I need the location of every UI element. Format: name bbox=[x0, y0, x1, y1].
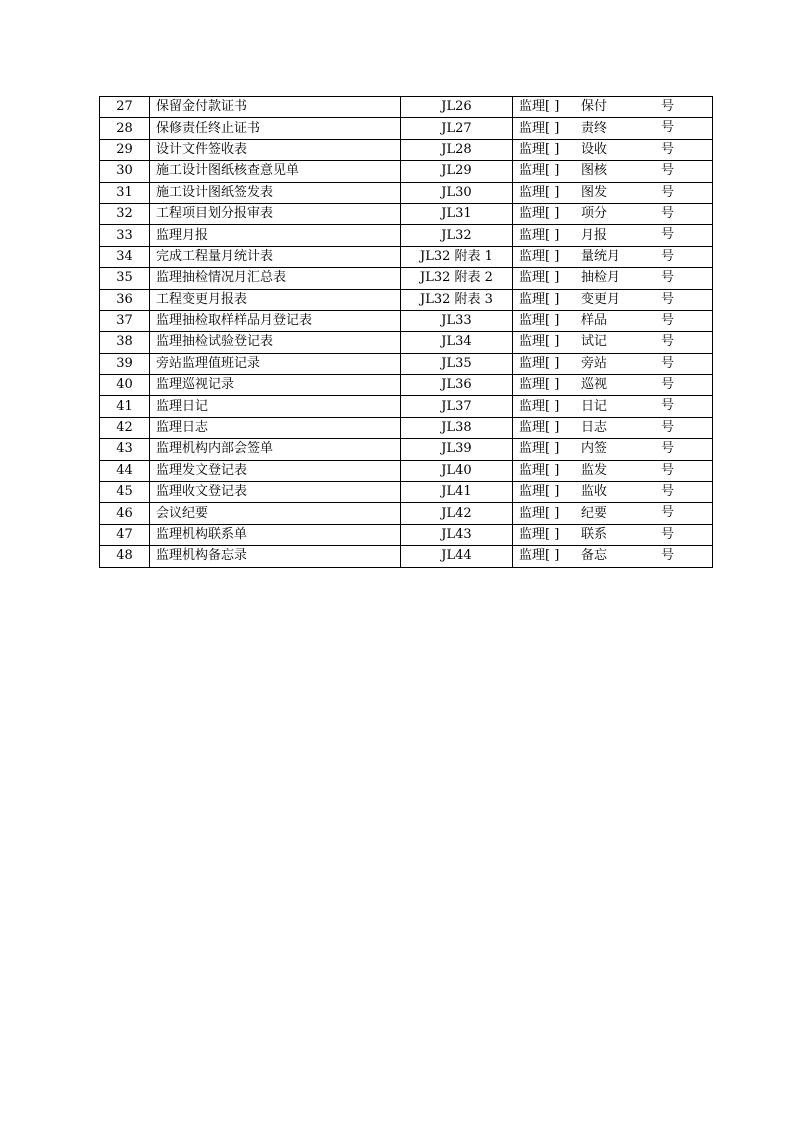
document-number-format bbox=[513, 225, 713, 246]
number-abbreviation: 变更月 bbox=[581, 291, 621, 307]
number-suffix: 号 bbox=[660, 355, 674, 371]
number-prefix: 监理[ ] bbox=[519, 270, 560, 286]
number-abbreviation: 日记 bbox=[581, 398, 608, 414]
row-number: 44 bbox=[100, 460, 150, 481]
row-number: 37 bbox=[100, 310, 150, 331]
form-name: 工程项目划分报审表 bbox=[150, 203, 401, 224]
number-abbreviation: 项分 bbox=[581, 206, 608, 222]
row-number: 35 bbox=[100, 268, 150, 289]
table-row bbox=[100, 524, 713, 545]
number-suffix: 号 bbox=[660, 548, 674, 564]
form-code: JL43 bbox=[401, 524, 513, 545]
row-number: 48 bbox=[100, 546, 150, 567]
form-code: JL30 bbox=[401, 182, 513, 203]
form-name: 监理机构备忘录 bbox=[150, 546, 401, 567]
number-abbreviation: 纪要 bbox=[581, 505, 608, 521]
number-suffix: 号 bbox=[660, 441, 674, 457]
number-prefix: 监理[ ] bbox=[519, 462, 560, 478]
form-code: JL27 bbox=[401, 118, 513, 139]
form-name: 设计文件签收表 bbox=[150, 139, 401, 160]
form-name: 监理日志 bbox=[150, 417, 401, 438]
number-suffix: 号 bbox=[660, 227, 674, 243]
number-prefix: 监理[ ] bbox=[519, 334, 560, 350]
number-suffix: 号 bbox=[660, 484, 674, 500]
table-row bbox=[100, 546, 713, 567]
number-suffix: 号 bbox=[660, 184, 674, 200]
number-suffix: 号 bbox=[660, 505, 674, 521]
table-row bbox=[100, 375, 713, 396]
number-suffix: 号 bbox=[660, 291, 674, 307]
row-number: 32 bbox=[100, 203, 150, 224]
form-name: 保修责任终止证书 bbox=[150, 118, 401, 139]
form-name: 监理巡视记录 bbox=[150, 375, 401, 396]
form-code: JL33 bbox=[401, 310, 513, 331]
form-name: 旁站监理值班记录 bbox=[150, 353, 401, 374]
row-number: 47 bbox=[100, 524, 150, 545]
document-number-format bbox=[513, 289, 713, 310]
row-number: 45 bbox=[100, 482, 150, 503]
row-number: 30 bbox=[100, 161, 150, 182]
number-abbreviation: 保付 bbox=[581, 99, 608, 115]
number-suffix: 号 bbox=[660, 248, 674, 264]
number-abbreviation: 内签 bbox=[581, 441, 608, 457]
table-body bbox=[100, 97, 713, 568]
number-abbreviation: 月报 bbox=[581, 227, 608, 243]
form-code: JL28 bbox=[401, 139, 513, 160]
number-prefix: 监理[ ] bbox=[519, 420, 560, 436]
table-row bbox=[100, 310, 713, 331]
table-row bbox=[100, 225, 713, 246]
number-suffix: 号 bbox=[660, 462, 674, 478]
number-prefix: 监理[ ] bbox=[519, 441, 560, 457]
number-abbreviation: 样品 bbox=[581, 313, 608, 329]
form-list-table bbox=[99, 96, 713, 568]
number-suffix: 号 bbox=[660, 270, 674, 286]
table-row bbox=[100, 97, 713, 118]
number-suffix: 号 bbox=[660, 141, 674, 157]
form-code: JL32 bbox=[401, 225, 513, 246]
form-code: JL34 bbox=[401, 332, 513, 353]
row-number: 40 bbox=[100, 375, 150, 396]
form-name: 施工设计图纸签发表 bbox=[150, 182, 401, 203]
number-prefix: 监理[ ] bbox=[519, 120, 560, 136]
number-prefix: 监理[ ] bbox=[519, 163, 560, 179]
table-row bbox=[100, 161, 713, 182]
number-prefix: 监理[ ] bbox=[519, 313, 560, 329]
table-row bbox=[100, 503, 713, 524]
number-abbreviation: 抽检月 bbox=[581, 270, 621, 286]
form-code: JL32 附表 2 bbox=[401, 268, 513, 289]
row-number: 34 bbox=[100, 246, 150, 267]
form-name: 保留金付款证书 bbox=[150, 97, 401, 118]
row-number: 39 bbox=[100, 353, 150, 374]
form-code: JL32 附表 1 bbox=[401, 246, 513, 267]
document-number-format bbox=[513, 396, 713, 417]
number-prefix: 监理[ ] bbox=[519, 377, 560, 393]
table-row bbox=[100, 268, 713, 289]
form-name: 工程变更月报表 bbox=[150, 289, 401, 310]
form-code: JL39 bbox=[401, 439, 513, 460]
form-name: 监理发文登记表 bbox=[150, 460, 401, 481]
document-number-format bbox=[513, 439, 713, 460]
number-suffix: 号 bbox=[660, 398, 674, 414]
number-prefix: 监理[ ] bbox=[519, 291, 560, 307]
table-row bbox=[100, 353, 713, 374]
number-abbreviation: 监发 bbox=[581, 462, 608, 478]
table-row bbox=[100, 332, 713, 353]
number-suffix: 号 bbox=[660, 334, 674, 350]
number-suffix: 号 bbox=[660, 120, 674, 136]
row-number: 36 bbox=[100, 289, 150, 310]
number-abbreviation: 量统月 bbox=[581, 248, 621, 264]
document-number-format bbox=[513, 375, 713, 396]
form-code: JL32 附表 3 bbox=[401, 289, 513, 310]
form-code: JL37 bbox=[401, 396, 513, 417]
form-code: JL38 bbox=[401, 417, 513, 438]
document-number-format bbox=[513, 268, 713, 289]
form-code: JL29 bbox=[401, 161, 513, 182]
number-suffix: 号 bbox=[660, 377, 674, 393]
row-number: 28 bbox=[100, 118, 150, 139]
form-name: 监理抽检取样样品月登记表 bbox=[150, 310, 401, 331]
number-abbreviation: 试记 bbox=[581, 334, 608, 350]
number-prefix: 监理[ ] bbox=[519, 227, 560, 243]
document-number-format bbox=[513, 332, 713, 353]
row-number: 43 bbox=[100, 439, 150, 460]
table-row bbox=[100, 139, 713, 160]
number-suffix: 号 bbox=[660, 419, 674, 435]
number-prefix: 监理[ ] bbox=[519, 484, 560, 500]
table-row bbox=[100, 182, 713, 203]
number-abbreviation: 日志 bbox=[581, 420, 608, 436]
row-number: 31 bbox=[100, 182, 150, 203]
table-row bbox=[100, 289, 713, 310]
number-prefix: 监理[ ] bbox=[519, 184, 560, 200]
document-number-format bbox=[513, 118, 713, 139]
document-number-format bbox=[513, 524, 713, 545]
document-number-format bbox=[513, 310, 713, 331]
table-row bbox=[100, 482, 713, 503]
number-prefix: 监理[ ] bbox=[519, 99, 560, 115]
number-abbreviation: 巡视 bbox=[581, 377, 608, 393]
number-suffix: 号 bbox=[660, 312, 674, 328]
form-name: 监理机构内部会签单 bbox=[150, 439, 401, 460]
number-prefix: 监理[ ] bbox=[519, 548, 560, 564]
number-abbreviation: 备忘 bbox=[581, 548, 608, 564]
number-abbreviation: 联系 bbox=[581, 527, 608, 542]
number-abbreviation: 责终 bbox=[581, 120, 608, 136]
row-number: 27 bbox=[100, 97, 150, 118]
row-number: 41 bbox=[100, 396, 150, 417]
form-name: 监理抽检情况月汇总表 bbox=[150, 268, 401, 289]
number-abbreviation: 监收 bbox=[581, 484, 608, 500]
form-code: JL42 bbox=[401, 503, 513, 524]
number-suffix: 号 bbox=[660, 526, 674, 542]
row-number: 33 bbox=[100, 225, 150, 246]
number-prefix: 监理[ ] bbox=[519, 248, 560, 264]
number-suffix: 号 bbox=[660, 163, 674, 179]
document-number-format bbox=[513, 97, 713, 118]
row-number: 46 bbox=[100, 503, 150, 524]
form-code: JL26 bbox=[401, 97, 513, 118]
document-number-format bbox=[513, 503, 713, 524]
number-abbreviation: 设收 bbox=[581, 141, 608, 157]
document-number-format bbox=[513, 482, 713, 503]
document-number-format bbox=[513, 246, 713, 267]
table-row bbox=[100, 118, 713, 139]
table-row bbox=[100, 203, 713, 224]
table-row bbox=[100, 417, 713, 438]
document-number-format bbox=[513, 203, 713, 224]
number-abbreviation: 图发 bbox=[581, 184, 608, 200]
form-name: 完成工程量月统计表 bbox=[150, 246, 401, 267]
form-name: 会议纪要 bbox=[150, 503, 401, 524]
table-row bbox=[100, 439, 713, 460]
number-prefix: 监理[ ] bbox=[519, 141, 560, 157]
form-name: 施工设计图纸核查意见单 bbox=[150, 161, 401, 182]
row-number: 42 bbox=[100, 417, 150, 438]
row-number: 29 bbox=[100, 139, 150, 160]
number-prefix: 监理[ ] bbox=[519, 355, 560, 371]
number-prefix: 监理[ ] bbox=[519, 505, 560, 521]
form-code: JL40 bbox=[401, 460, 513, 481]
document-number-format bbox=[513, 460, 713, 481]
row-number: 38 bbox=[100, 332, 150, 353]
form-code: JL44 bbox=[401, 546, 513, 567]
document-number-format bbox=[513, 161, 713, 182]
number-prefix: 监理[ ] bbox=[519, 206, 560, 222]
form-code: JL36 bbox=[401, 375, 513, 396]
number-suffix: 号 bbox=[660, 99, 674, 114]
form-code: JL31 bbox=[401, 203, 513, 224]
number-prefix: 监理[ ] bbox=[519, 398, 560, 414]
form-name: 监理日记 bbox=[150, 396, 401, 417]
document-number-format bbox=[513, 417, 713, 438]
table-row bbox=[100, 246, 713, 267]
table-row bbox=[100, 396, 713, 417]
document-number-format bbox=[513, 353, 713, 374]
number-suffix: 号 bbox=[660, 205, 674, 221]
form-name: 监理收文登记表 bbox=[150, 482, 401, 503]
number-abbreviation: 图核 bbox=[581, 163, 608, 179]
form-code: JL41 bbox=[401, 482, 513, 503]
number-prefix: 监理[ ] bbox=[519, 527, 560, 542]
form-name: 监理机构联系单 bbox=[150, 524, 401, 545]
table-row bbox=[100, 460, 713, 481]
document-number-format bbox=[513, 182, 713, 203]
document-number-format bbox=[513, 139, 713, 160]
form-code: JL35 bbox=[401, 353, 513, 374]
form-name: 监理月报 bbox=[150, 225, 401, 246]
number-abbreviation: 旁站 bbox=[581, 355, 608, 371]
document-number-format bbox=[513, 546, 713, 567]
form-name: 监理抽检试验登记表 bbox=[150, 332, 401, 353]
